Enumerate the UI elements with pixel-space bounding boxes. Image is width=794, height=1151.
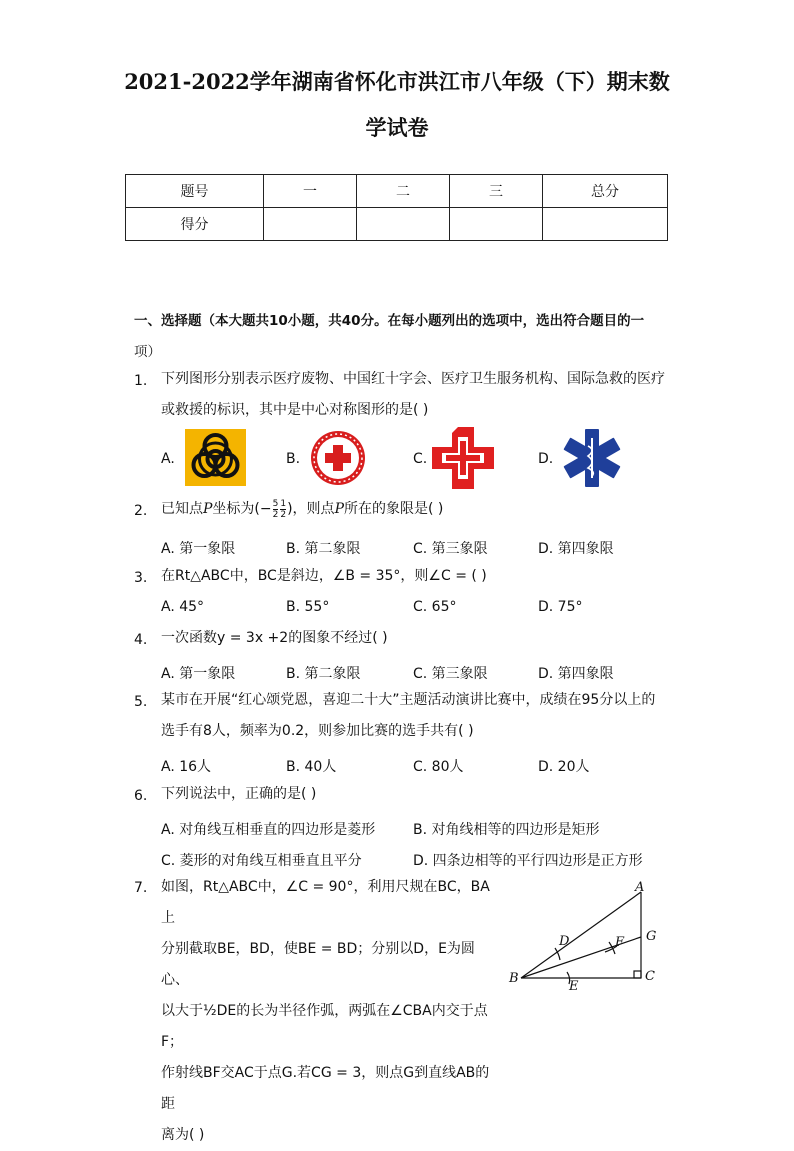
question-line: 如图，Rt△ABC中，∠C = 90°，利用尺规在BC，BA上 [161, 879, 490, 926]
option: B. 第二象限 [286, 666, 361, 682]
var-p: P [334, 501, 344, 517]
question-text [161, 872, 501, 1151]
var-p: P [203, 501, 213, 517]
section-heading-line1: 一、选择题（本大题共10小题，共40分。在每小题列出的选项中，选出符合题目的一 [134, 313, 645, 329]
option: A. 第一象限 [161, 541, 236, 557]
medical-cross-icon [432, 427, 494, 493]
label-d: D [559, 934, 570, 949]
option: D. 四条边相等的平行四边形是正方形 [413, 853, 643, 869]
score-cell[interactable] [450, 208, 543, 241]
question-number: 3. [134, 570, 148, 586]
frac-den: 2 [272, 509, 279, 520]
label-c: C [645, 969, 655, 984]
score-table-header: 总分 [543, 175, 668, 208]
fraction [273, 499, 279, 520]
question-text: 在Rt△ABC中，BC是斜边，∠B = 35°，则∠C = ( ) [161, 568, 487, 584]
question-line: 下列图形分别表示医疗废物、中国红十字会、医疗卫生服务机构、国际急救的医疗 [161, 371, 665, 387]
option: C. 80人 [413, 759, 464, 775]
triangle-figure [505, 880, 665, 992]
question-number: 7. [134, 880, 148, 896]
score-table-header: 一 [264, 175, 357, 208]
label-e: E [569, 979, 579, 992]
label-f: F [615, 935, 625, 950]
star-of-life-icon [562, 428, 622, 492]
score-table-header-row [126, 175, 668, 208]
question-text [161, 364, 666, 426]
question-line: 以大于½DE的长为半径作弧，两弧在∠CBA内交于点F； [161, 1003, 488, 1050]
label-g: G [646, 929, 657, 944]
frac-den: 2 [280, 509, 287, 520]
option: B. 第二象限 [286, 541, 361, 557]
score-table [125, 174, 668, 241]
question-number: 6. [134, 788, 148, 804]
score-table-header: 题号 [126, 175, 264, 208]
text-fragment: 已知点 [161, 501, 203, 517]
option-label: A. [161, 451, 175, 467]
question-line: 或救援的标识，其中是中心对称图形的是( ) [161, 402, 429, 418]
text-fragment: 坐标为( [212, 501, 260, 517]
question-number: 5. [134, 694, 148, 710]
label-a: A [635, 880, 645, 895]
question-text [161, 685, 666, 747]
option: C. 第三象限 [413, 541, 488, 557]
question-number: 1. [134, 373, 148, 389]
option: A. 第一象限 [161, 666, 236, 682]
option: B. 对角线相等的四边形是矩形 [413, 822, 600, 838]
option-label: C. [413, 451, 428, 467]
option: B. 55° [286, 599, 330, 615]
text-fragment: )，则点 [287, 501, 335, 517]
page-title-line2: 学试卷 [365, 115, 429, 140]
option: A. 45° [161, 599, 205, 615]
score-row-label: 得分 [126, 208, 264, 241]
label-b: B [509, 971, 519, 986]
question-number: 4. [134, 632, 148, 648]
question-text: 一次函数y = 3x +2的图象不经过( ) [161, 630, 388, 646]
option-label: D. [538, 451, 554, 467]
option: B. 40人 [286, 759, 337, 775]
question-line: 分别截取BE，BD，使BE = BD；分别以D，E为圆心、 [161, 941, 475, 988]
fraction [280, 499, 286, 520]
option: D. 第四象限 [538, 541, 614, 557]
text-fragment: − [259, 501, 272, 517]
section-heading-line2: 项） [134, 344, 161, 360]
score-cell[interactable] [357, 208, 450, 241]
question-text: 下列说法中，正确的是( ) [161, 786, 317, 802]
score-cell[interactable] [543, 208, 668, 241]
option: C. 65° [413, 599, 457, 615]
score-table-row [126, 208, 668, 241]
question-line: 选手有8人，频率为0.2，则参加比赛的选手共有( ) [161, 723, 474, 739]
score-table-header: 二 [357, 175, 450, 208]
score-table-header: 三 [450, 175, 543, 208]
score-cell[interactable] [264, 208, 357, 241]
biohazard-icon [185, 429, 246, 490]
frac-num: 1 [280, 498, 287, 509]
question-number: 2. [134, 503, 148, 519]
option: A. 对角线互相垂直的四边形是菱形 [161, 822, 376, 838]
option: D. 75° [538, 599, 583, 615]
option: D. 第四象限 [538, 666, 614, 682]
question-line: 作射线BF交AC于点G.若CG = 3，则点G到直线AB的距 [161, 1065, 490, 1112]
option: D. 20人 [538, 759, 590, 775]
frac-num: 5 [272, 498, 279, 509]
text-fragment: 所在的象限是( ) [343, 501, 444, 517]
option-label: B. [286, 451, 301, 467]
section-heading [134, 306, 664, 368]
option: A. 16人 [161, 759, 212, 775]
question-line: 离为( ) [161, 1127, 205, 1143]
option: C. 第三象限 [413, 666, 488, 682]
page-title-line1: 2021-2022学年湖南省怀化市洪江市八年级（下）期末数 [124, 69, 670, 94]
question-line: 某市在开展“红心颂党恩，喜迎二十大”主题活动演讲比赛中，成绩在95分以上的 [161, 692, 656, 708]
option: C. 菱形的对角线互相垂直且平分 [161, 853, 362, 869]
question-text [161, 494, 443, 525]
red-cross-circle-icon [309, 429, 367, 491]
